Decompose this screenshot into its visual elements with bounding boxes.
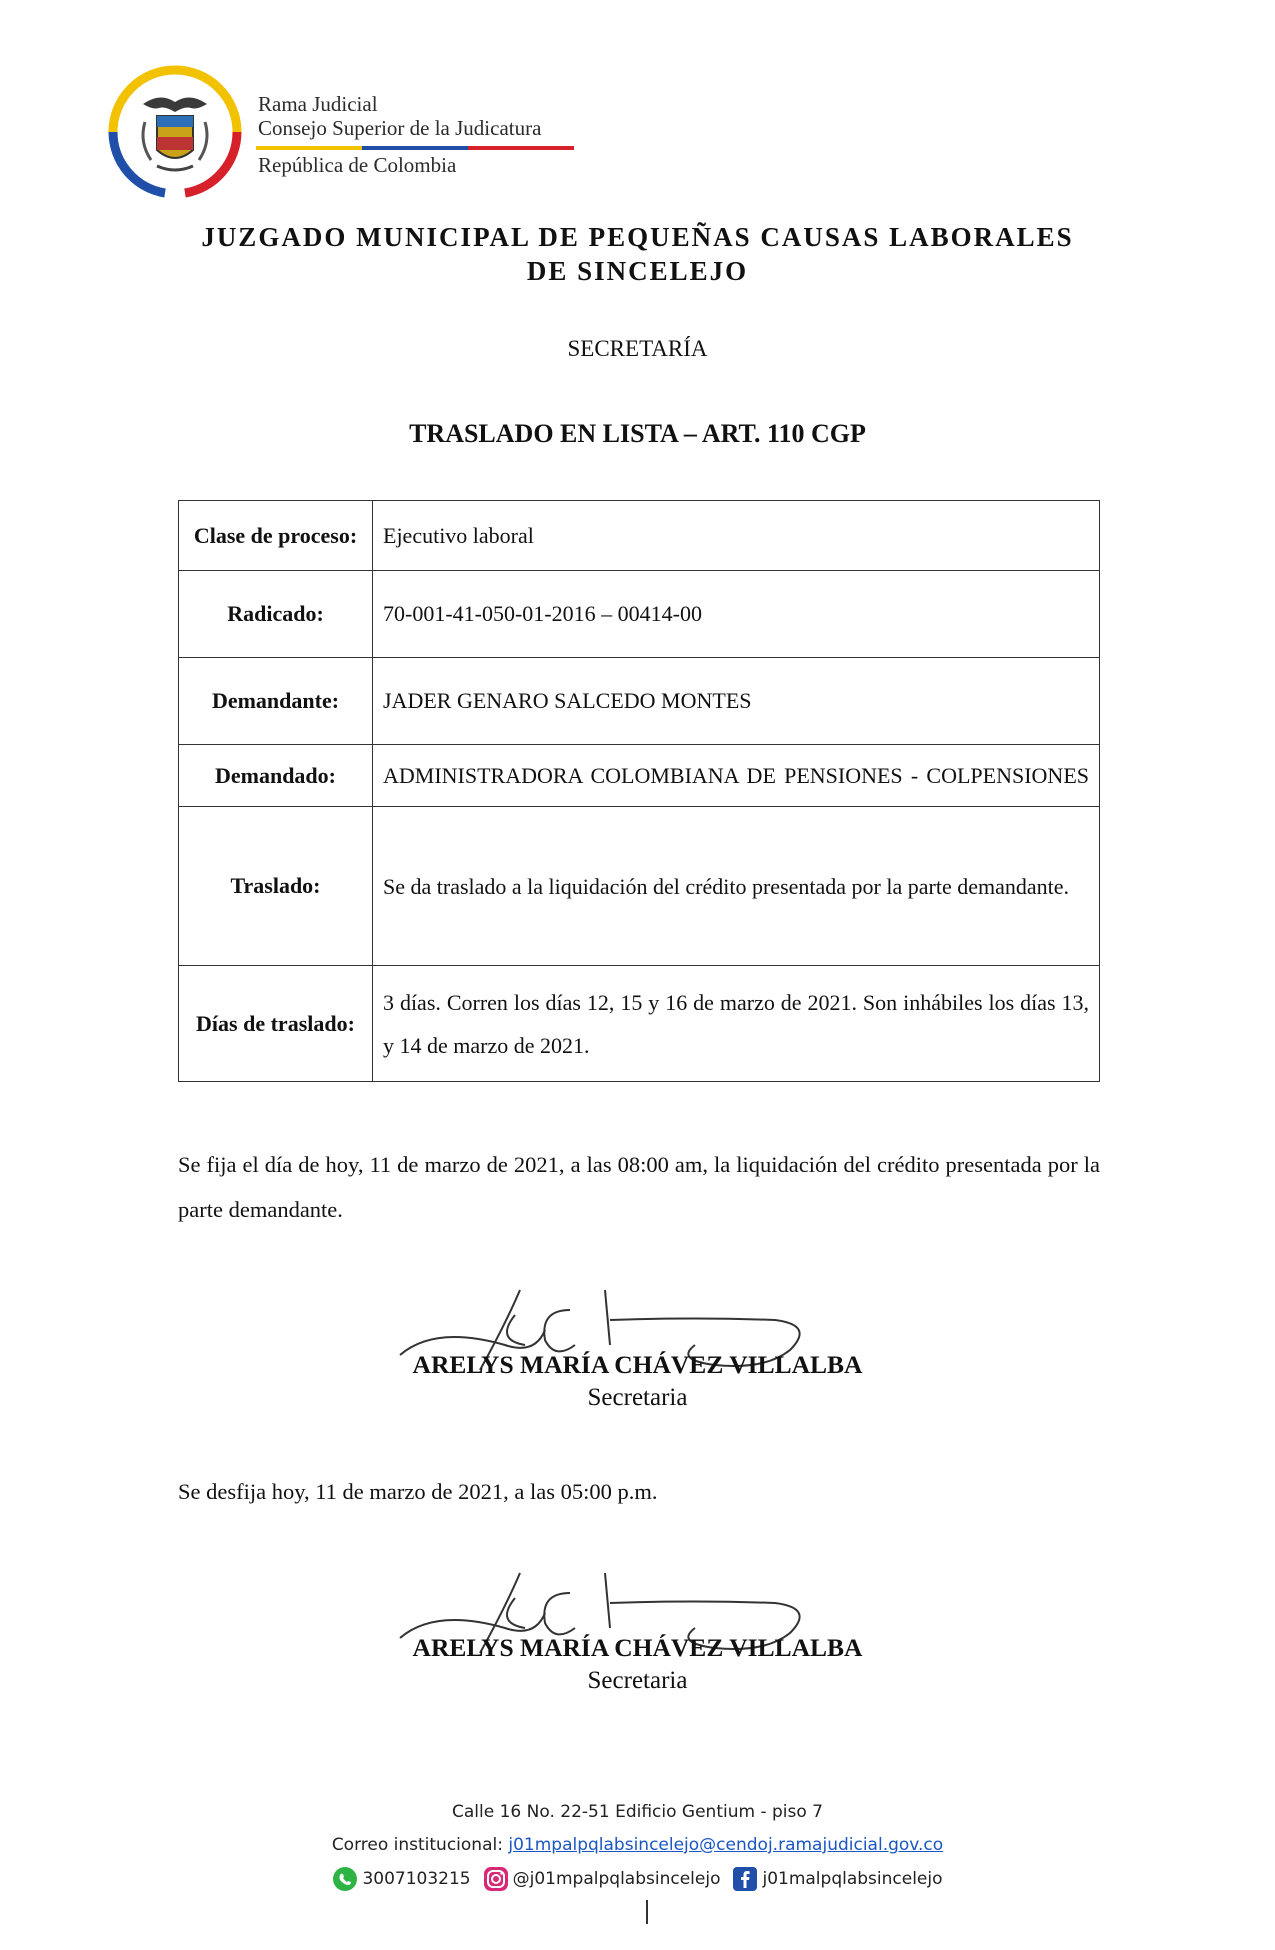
email-link[interactable]: j01mpalpqlabsincelejo@cendoj.ramajudicial.gov.co (508, 1835, 944, 1855)
logo-divider (256, 146, 574, 150)
signer-name: ARELYS MARÍA CHÁVEZ VILLALBA (412, 1350, 863, 1379)
row-label: Traslado: (179, 807, 373, 966)
row-value: ADMINISTRADORA COLOMBIANA DE PENSIONES - COLPENSIONES (373, 745, 1100, 807)
text-cursor (646, 1900, 648, 1924)
rama-judicial-logo (105, 62, 245, 202)
table-row (179, 966, 1100, 1082)
court-name-line-2: DE SINCELEJO (526, 256, 749, 286)
row-value: 70-001-41-050-01-2016 – 00414-00 (373, 571, 1100, 658)
logo-line-1: Rama Judicial (258, 92, 378, 116)
fixing-notice: Se fija el día de hoy, 11 de marzo de 2021, a las 08:00 am, la liquidación del crédito presentada por la parte demandante. (178, 1152, 1100, 1222)
table-row (179, 571, 1100, 658)
coat-of-arms-icon (105, 62, 245, 202)
facebook-contact[interactable] (732, 1866, 942, 1892)
footer-address: Calle 16 No. 22-51 Edificio Gentium - piso 7 (452, 1802, 823, 1822)
signer-name: ARELYS MARÍA CHÁVEZ VILLALBA (412, 1633, 863, 1662)
signer-role: Secretaria (587, 1667, 688, 1694)
court-name-line-1: JUZGADO MUNICIPAL DE PEQUEÑAS CAUSAS LABORALES (201, 222, 1074, 252)
row-label: Radicado: (179, 571, 373, 658)
whatsapp-icon (332, 1866, 358, 1892)
table-row (179, 501, 1100, 571)
row-value: Ejecutivo laboral (373, 501, 1100, 571)
table-row (179, 658, 1100, 745)
footer-email-line (0, 1835, 1275, 1855)
row-label: Días de traslado: (179, 966, 373, 1082)
signer-role: Secretaria (587, 1384, 688, 1411)
instagram-contact[interactable] (483, 1866, 721, 1892)
logo-line-3: República de Colombia (258, 153, 457, 177)
row-value: JADER GENARO SALCEDO MONTES (373, 658, 1100, 745)
whatsapp-number: 3007103215 (362, 1869, 471, 1889)
section-label: SECRETARÍA (567, 336, 708, 361)
instagram-icon (483, 1866, 509, 1892)
instagram-handle: @j01mpalpqlabsincelejo (512, 1869, 721, 1889)
whatsapp-contact[interactable] (332, 1866, 470, 1892)
row-label: Demandado: (179, 745, 373, 807)
case-info-table (178, 500, 1100, 1082)
document-title: TRASLADO EN LISTA – ART. 110 CGP (409, 419, 866, 448)
table-row (179, 745, 1100, 807)
row-label: Clase de proceso: (179, 501, 373, 571)
email-label: Correo institucional: (331, 1835, 503, 1855)
footer-social (0, 1866, 1275, 1892)
row-value: 3 días. Corren los días 12, 15 y 16 de marzo de 2021. Son inhábiles los días 13, y 14 de marzo de 2021. (373, 966, 1100, 1082)
row-label: Demandante: (179, 658, 373, 745)
table-row (179, 807, 1100, 966)
facebook-handle: j01malpqlabsincelejo (762, 1869, 943, 1889)
unfixing-notice: Se desfija hoy, 11 de marzo de 2021, a las 05:00 p.m. (178, 1479, 658, 1504)
logo-line-2: Consejo Superior de la Judicatura (258, 116, 542, 140)
row-value: Se da traslado a la liquidación del crédito presentada por la parte demandante. (373, 807, 1100, 966)
facebook-icon (732, 1866, 758, 1892)
